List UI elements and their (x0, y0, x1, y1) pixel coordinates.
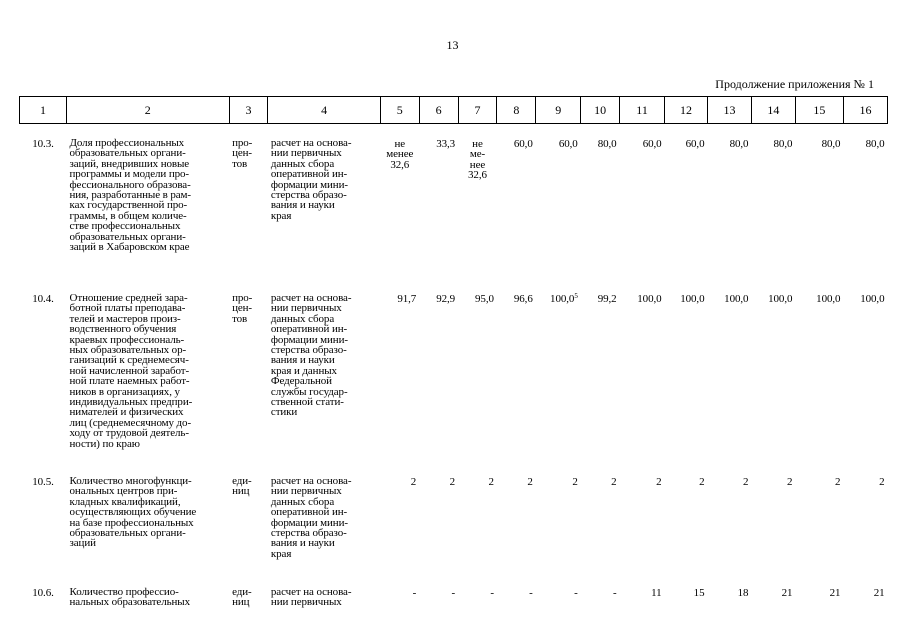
value-cell: 91,7 (397, 293, 417, 305)
header-cell: 9 (536, 97, 581, 124)
value-cell: 100,0$^5$ (550, 292, 578, 305)
value-cell: 100,0 (816, 293, 841, 305)
value-cell: 100,0 (860, 293, 885, 305)
value-cell: 60,0 (558, 138, 578, 150)
value-cell: 2 (449, 476, 456, 488)
value-cell: 100,0 (724, 293, 749, 305)
value-cell: 2 (743, 476, 749, 488)
indicator-name-cell: Количество профессио- нальных образовательных (69, 586, 190, 609)
value-cell: 80,0 (597, 138, 617, 150)
footnote-marker: 5 (574, 292, 578, 300)
header-cell: 16 (843, 97, 887, 124)
header-row (20, 97, 888, 124)
row-number-cell: 10.4. (32, 293, 54, 305)
value-cell: 60,0 (685, 138, 705, 150)
spacer-cell (20, 279, 888, 293)
row-spacer (20, 279, 888, 293)
header-cell: 12 (665, 97, 708, 124)
value-cell: - (412, 587, 417, 599)
value-cell: 60,0 (513, 138, 533, 150)
header-cell: 3 (229, 97, 268, 124)
value-cell: 2 (410, 476, 417, 488)
value-cell: 21 (873, 587, 885, 599)
indicator-name-cell: Доля профессиональных образовательных органи- заций, внедривших новые программы и модели про- фессионального образова- ния, разработанные в рам- ках государственной про- граммы, в общем количе- стве профессиональных образовательных органи- заций в Хабаровском крае (69, 137, 191, 254)
value-cell: 2 (572, 476, 578, 488)
method-cell: расчет на основа- нии первичных данных сбора оперативной ин- формации мини- стерства образо- вания и науки края и данных Федеральной службы государ- ственной стати- стики (270, 292, 352, 419)
unit-cell: еди- ниц (232, 475, 252, 498)
value-cell: 2 (879, 476, 885, 488)
method-cell: расчет на основа- нии первичных данных сбора оперативной ин- формации мини- стерства образо- вания и науки края (270, 137, 352, 222)
spacer-cell (20, 462, 888, 476)
value-cell: - (612, 587, 617, 599)
value-cell: 92,9 (436, 293, 456, 305)
unit-cell: про- цен- тов (232, 137, 253, 170)
value-cell: 80,0 (773, 138, 793, 150)
value-cell: 15 (693, 587, 705, 599)
header-cell: 15 (795, 97, 843, 124)
value-cell: 2 (488, 476, 494, 488)
value-cell: 33,3 (436, 138, 456, 150)
value-cell: 100,0 (637, 293, 662, 305)
value-cell: 2 (835, 476, 841, 488)
value-cell: - (574, 587, 578, 599)
value-cell: 2 (527, 476, 533, 488)
value-cell: 11 (651, 587, 662, 599)
indicator-name-cell: Количество многофункци- ональных центров при- кладных квалификаций, осуществляющих обучение на базе профессиональных образовательных органи- заций (69, 475, 197, 550)
method-cell: расчет на основа- нии первичных данных сбора оперативной ин- формации мини- стерства образо- вания и науки края (270, 475, 352, 560)
value-cell: 95,0 (475, 293, 494, 305)
value-cell: 99,2 (597, 293, 617, 305)
value-cell: 2 (656, 476, 662, 488)
spacer-cell (20, 124, 888, 139)
value-cell: 21 (829, 587, 841, 599)
spacer-cell (20, 573, 888, 587)
value-cell: 80,0 (821, 138, 841, 150)
table-row (20, 587, 888, 612)
header-cell: 7 (458, 97, 497, 124)
appendix-continuation: Продолжение приложения № 1 (715, 77, 874, 91)
header-cell: 5 (380, 97, 419, 124)
header-cell: 10 (581, 97, 620, 124)
value-cell: - (490, 587, 494, 599)
value-cell: 100,0 (680, 293, 705, 305)
value-cell: 2 (611, 476, 617, 488)
header-cell: 1 (20, 97, 67, 124)
row-number-cell: 10.5. (32, 476, 54, 488)
header-cell: 11 (620, 97, 665, 124)
value-cell: 60,0 (642, 138, 662, 150)
header-cell: 13 (707, 97, 751, 124)
value-cell: 2 (699, 476, 705, 488)
row-spacer (20, 573, 888, 587)
value-cell: 80,0 (865, 138, 885, 150)
value-cell: не менее 32,6 (386, 138, 414, 171)
value-cell: - (451, 587, 456, 599)
value-cell: 18 (737, 587, 749, 599)
header-cell: 4 (268, 97, 380, 124)
value-cell: 21 (781, 587, 793, 599)
value-cell: 100,0 (768, 293, 793, 305)
value-cell: 2 (786, 476, 793, 488)
table-row (20, 476, 888, 573)
method-cell: расчет на основа- нии первичных (270, 586, 352, 609)
row-number-cell: 10.6. (32, 587, 54, 599)
value-cell: 96,6 (513, 293, 533, 305)
header-cell: 6 (419, 97, 458, 124)
indicators-table-wrap (19, 96, 888, 612)
indicator-name-cell: Отношение средней зара- ботной платы преподава- телей и мастеров произ- водственного обучения краевых профессиональ- ных образовательных ор- ганизаций к среднемесяч- ной начисленной заработ- ной плате наемных работ- ников в организациях, у индивидуальных предпри- нимателей и физических лиц (среднемесячному до- ходу от трудовой деятель- ности) по краю (69, 292, 193, 450)
table-row (20, 138, 888, 279)
header-cell: 8 (497, 97, 536, 124)
row-number-cell: 10.3. (32, 138, 54, 150)
unit-cell: еди- ниц (232, 586, 252, 609)
header-cell: 14 (751, 97, 795, 124)
page-number: 13 (446, 38, 459, 52)
table-body (20, 124, 888, 613)
value-cell: не ме- нее 32,6 (468, 138, 487, 182)
table-row (20, 293, 888, 462)
indicators-table (19, 96, 888, 612)
row-spacer (20, 462, 888, 476)
value-cell: 80,0 (729, 138, 749, 150)
unit-cell: про- цен- тов (232, 292, 253, 325)
header-cell: 2 (67, 97, 230, 124)
value-cell: - (529, 587, 533, 599)
row-spacer (20, 124, 888, 139)
